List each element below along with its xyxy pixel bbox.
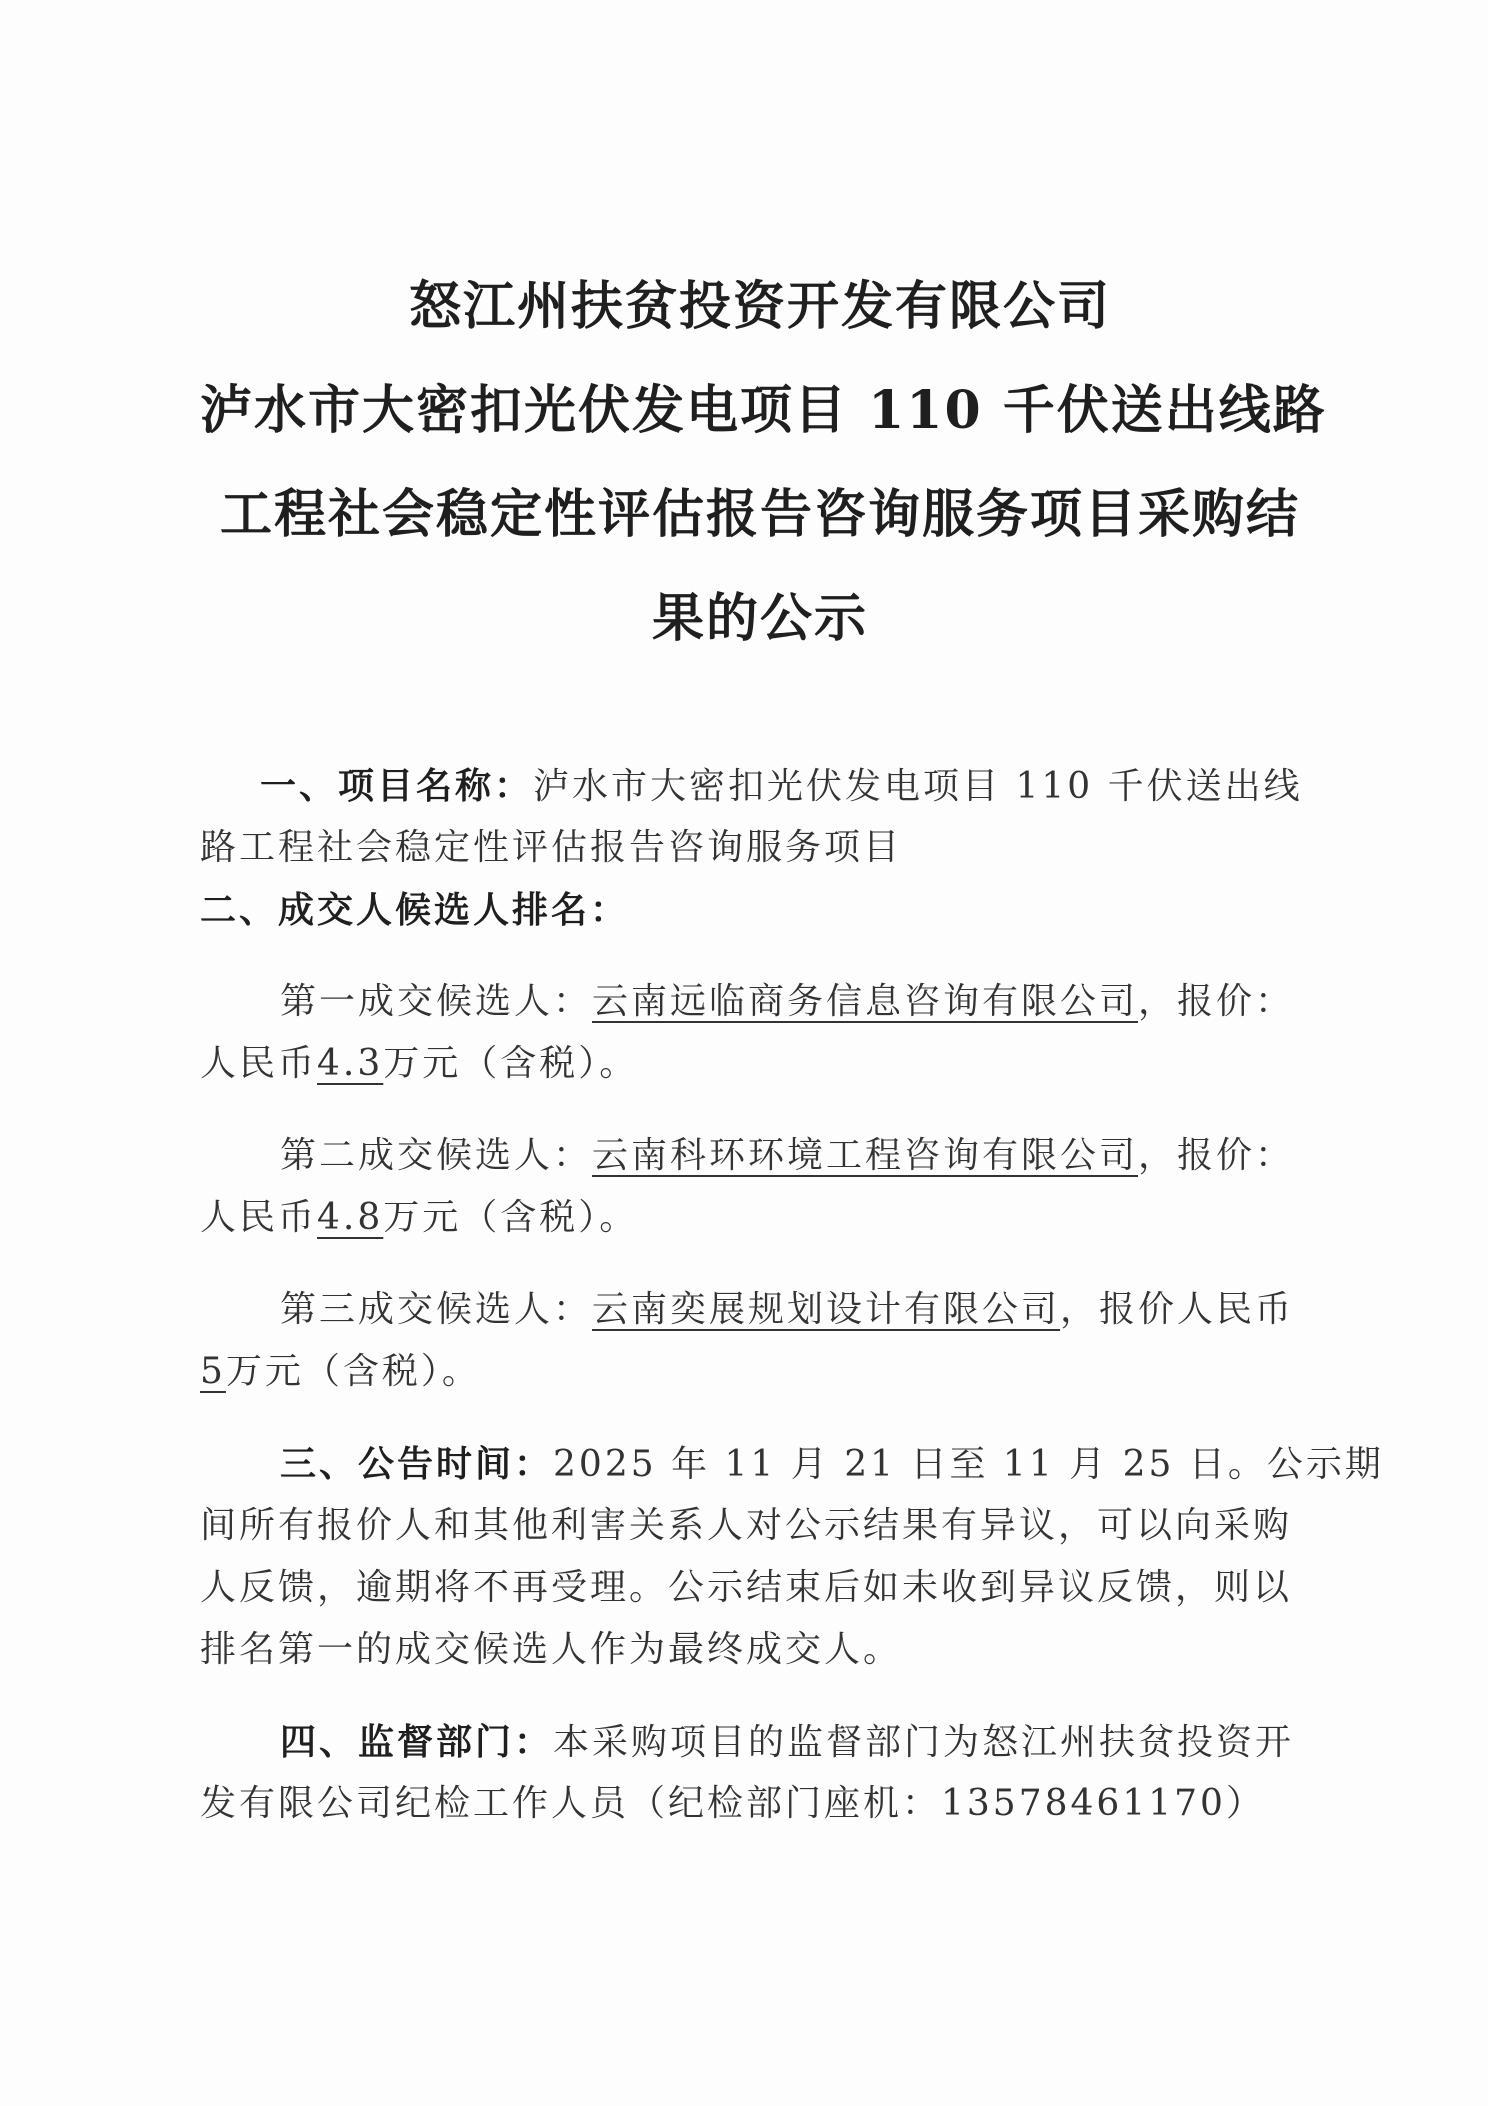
candidate-1-price: 4.3 — [317, 1043, 384, 1084]
supervision-line-2: 发有限公司纪检工作人员（纪检部门座机：13578461170） — [200, 1783, 1265, 1824]
section-candidates — [200, 879, 1310, 941]
candidate-1-currency: 人民币 — [200, 1043, 318, 1084]
candidate-3-company: 云南奕展规划设计有限公司 — [592, 1289, 1061, 1330]
candidate-3-suffix: 万元（含税）。 — [225, 1351, 481, 1392]
candidate-1-company: 云南远临商务信息咨询有限公司 — [592, 981, 1139, 1022]
project-name-continuation: 路工程社会稳定性评估报告咨询服务项目 — [200, 827, 903, 868]
candidate-2-currency: 人民币 — [200, 1197, 318, 1238]
candidate-2-after: ，报价： — [1138, 1135, 1295, 1176]
title-line-1: 怒江州扶贫投资开发有限公司 — [408, 276, 1111, 337]
title-line-2: 泸水市大密扣光伏发电项目 110 千伏送出线路 — [200, 380, 1327, 441]
section-supervision — [200, 1711, 1310, 1773]
candidate-1-price-line — [200, 1033, 1310, 1095]
candidate-1 — [200, 971, 1310, 1033]
candidate-2-suffix: 万元（含税）。 — [383, 1197, 639, 1238]
section-notice-time — [200, 1433, 1384, 1495]
document-body — [200, 755, 1384, 1835]
notice-time-line-4: 排名第一的成交候选人作为最终成交人。 — [200, 1629, 903, 1670]
candidate-2-price-line — [200, 1187, 1310, 1249]
candidate-2-label: 第二成交候选人： — [280, 1135, 593, 1176]
document-title — [200, 255, 1327, 671]
title-line-3: 工程社会稳定性评估报告咨询服务项目采购结 — [219, 484, 1300, 545]
section-project-name — [200, 755, 1310, 817]
candidate-2-company: 云南科环环境工程咨询有限公司 — [592, 1135, 1139, 1176]
candidate-1-after: ，报价： — [1138, 981, 1295, 1022]
section-heading-candidates: 二、成交人候选人排名： — [200, 889, 630, 931]
candidate-2 — [200, 1125, 1310, 1187]
notice-time-line-1: 2025 年 11 月 21 日至 11 月 25 日。公示期 — [553, 1444, 1384, 1485]
candidate-1-label: 第一成交候选人： — [280, 981, 593, 1022]
section-heading-supervision: 四、监督部门： — [280, 1721, 554, 1763]
section-heading-notice-time: 三、公告时间： — [280, 1443, 554, 1485]
project-name-text-a: 泸水市大密扣光伏发电项目 110 千伏送出线 — [533, 766, 1303, 807]
candidate-3 — [200, 1279, 1310, 1341]
candidate-3-price-line — [200, 1341, 1310, 1403]
supervision-line-1: 本采购项目的监督部门为怒江州扶贫投资开 — [553, 1722, 1295, 1763]
candidate-3-after: ，报价人民币 — [1060, 1289, 1295, 1330]
candidate-1-suffix: 万元（含税）。 — [383, 1043, 639, 1084]
notice-time-line-3: 人反馈，逾期将不再受理。公示结束后如未收到异议反馈，则以 — [200, 1567, 1293, 1608]
title-line-4: 果的公示 — [651, 588, 868, 649]
candidate-2-price: 4.8 — [317, 1197, 384, 1238]
candidate-3-label: 第三成交候选人： — [280, 1289, 593, 1330]
candidate-3-price: 5 — [200, 1351, 226, 1392]
section-heading-project-name: 一、项目名称： — [260, 765, 534, 807]
notice-time-line-2: 间所有报价人和其他利害关系人对公示结果有异议，可以向采购 — [200, 1505, 1293, 1546]
